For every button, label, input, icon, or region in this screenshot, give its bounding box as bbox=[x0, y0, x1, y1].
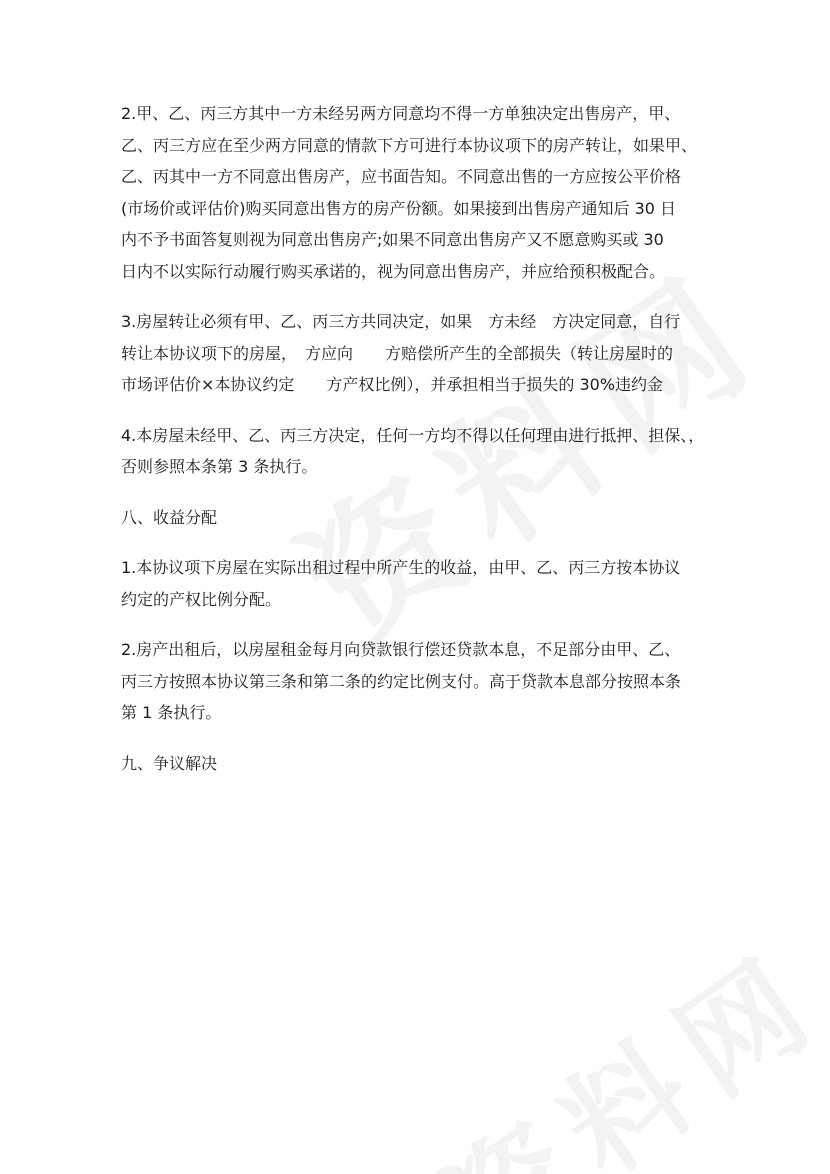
paragraph bbox=[121, 306, 721, 401]
paragraph-line: 内不予书面答复则视为同意出售房产;如果不同意出售房产又不愿意购买或 30 bbox=[121, 230, 664, 249]
paragraph bbox=[121, 98, 721, 287]
paragraph-line: 2.房产出租后，以房屋租金每月向贷款银行偿还贷款本息，不足部分由甲、乙、 bbox=[121, 640, 681, 659]
section-heading bbox=[121, 748, 721, 780]
paragraph-line: 否则参照本条第 3 条执行。 bbox=[121, 457, 318, 476]
heading-text: 九、争议解决 bbox=[121, 753, 218, 773]
watermark-text-lower bbox=[409, 905, 830, 1174]
paragraph-line: 乙、丙其中一方不同意出售房产，应书面告知。不同意出售的一方应按公平价格 bbox=[121, 167, 682, 186]
heading-text: 八、收益分配 bbox=[121, 507, 218, 527]
paragraph-line: 第 1 条执行。 bbox=[121, 703, 222, 722]
paragraph-line: 日内不以实际行动履行购买承诺的，视为同意出售房产，并应给预积极配合。 bbox=[121, 261, 666, 281]
section-heading bbox=[121, 502, 721, 534]
paragraph-line: 2.甲、乙、丙三方其中一方未经另两方同意均不得一方单独决定出售房产，甲、 bbox=[121, 104, 681, 123]
paragraph bbox=[121, 634, 721, 729]
paragraph-line: 约定的产权比例分配。 bbox=[121, 589, 282, 609]
paragraph-line: 丙三方按照本协议第三条和第二条的约定比例支付。高于贷款本息部分按照本条 bbox=[121, 671, 682, 691]
paragraph-line: 1.本协议项下房屋在实际出租过程中所产生的收益，由甲、乙、丙三方按本协议 bbox=[121, 558, 681, 577]
document-body bbox=[121, 98, 721, 798]
paragraph-line: (市场价或评估价)购买同意出售方的房产份额。如果接到出售房产通知后 30 日 bbox=[121, 198, 677, 218]
paragraph-line: 转让本协议项下的房屋， 方应向 方赔偿所产生的全部损失（转让房屋时的 bbox=[121, 343, 674, 363]
paragraph bbox=[121, 420, 721, 483]
paragraph-line: 市场评估价×本协议约定 方产权比例），并承担相当于损失的 30%违约金 bbox=[121, 375, 664, 394]
paragraph-line: 乙、丙三方应在至少两方同意的情款下方可进行本协议项下的房产转让，如果甲、 bbox=[121, 135, 698, 155]
paragraph bbox=[121, 552, 721, 615]
paragraph-line: 3.房屋转让必须有甲、乙、丙三方共同决定，如果 方未经 方决定同意，自行 bbox=[121, 312, 681, 331]
paragraph-line: 4.本房屋未经甲、乙、丙三方决定，任何一方均不得以任何理由进行抵押、担保、， bbox=[121, 425, 705, 445]
